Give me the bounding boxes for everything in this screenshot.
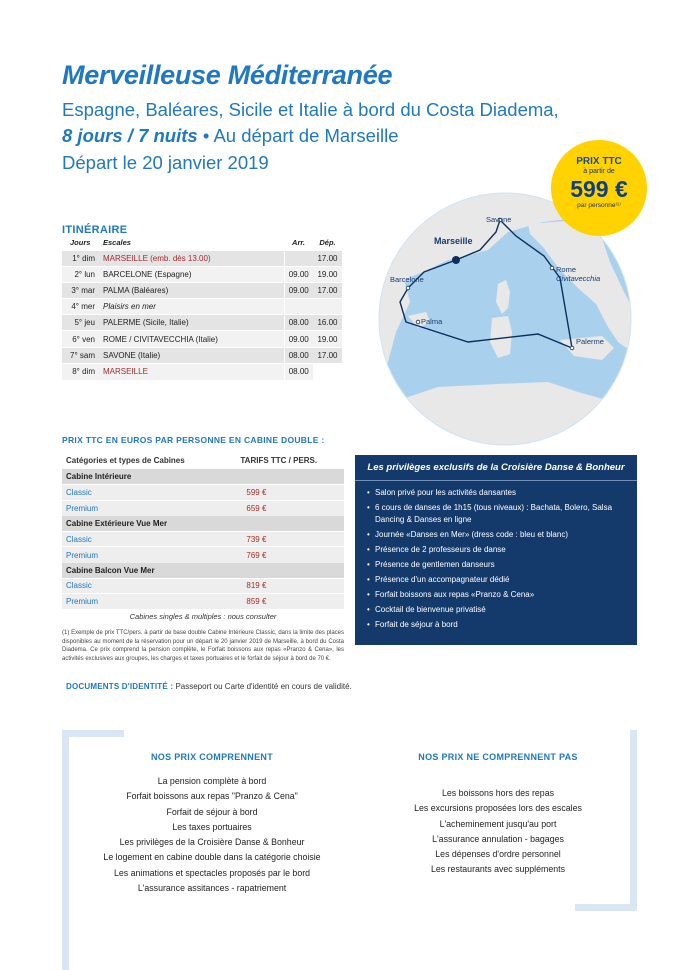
cabin-option-price: 599 € xyxy=(216,485,344,501)
price-table xyxy=(62,452,344,609)
label-palerme: Palerme xyxy=(576,337,604,346)
row-dep: 16.00 xyxy=(313,315,342,331)
stop-note: (Sicile, Italie) xyxy=(142,318,189,328)
stop-city: Plaisirs en mer xyxy=(103,302,156,312)
documents-text: Passeport ou Carte d'identité en cours de validité. xyxy=(175,682,352,691)
row-stop xyxy=(100,347,284,363)
label-savone: Savone xyxy=(486,215,512,224)
included-item: Forfait boissons aux repas "Pranzo & Cena" xyxy=(126,791,298,802)
included-item: L'assurance assitances - rapatriement xyxy=(137,883,287,894)
page-subtitle: Espagne, Baléares, Sicile et Italie à bord du Costa Diadema, xyxy=(62,99,559,120)
label-civitavecchia: Civitavecchia xyxy=(556,274,601,283)
badge-per-person: par personne⁽¹⁾ xyxy=(577,202,621,209)
itinerary-row xyxy=(62,315,342,331)
stop-city: SAVONE xyxy=(103,350,136,360)
excluded-item: Les excursions proposées lors des escales xyxy=(414,803,582,814)
cabin-option-label: Premium xyxy=(62,547,216,563)
row-dep: 19.00 xyxy=(313,331,342,347)
prices-heading: PRIX TTC EN EUROS PAR PERSONNE EN CABINE DOUBLE : xyxy=(62,435,325,445)
stop-note: (Italie) xyxy=(137,350,161,360)
col-stop: Escales xyxy=(103,238,131,248)
stop-city: PALMA xyxy=(103,285,130,295)
excluded-title: NOS PRIX NE COMPRENNENT PAS xyxy=(418,752,578,762)
included-item: Forfait de séjour à bord xyxy=(166,806,258,817)
cabin-option-label: Classic xyxy=(62,531,216,547)
privilege-item: • Présence d'un accompagnateur dédié xyxy=(367,574,629,586)
privilege-item: • Forfait boissons aux repas «Pranzo & Cena» xyxy=(367,589,629,601)
spacer xyxy=(378,774,618,786)
col-tarifs: TARIFS TTC / PERS. xyxy=(240,456,318,465)
itinerary-table xyxy=(62,236,342,380)
row-dep: 17.00 xyxy=(313,282,342,298)
privilege-item: • 6 cours de danses de 1h15 (tous niveaux) : Bachata, Bolero, Salsa Dancing & Danses en ligne xyxy=(367,502,629,526)
row-arr: 09.00 xyxy=(284,282,313,298)
row-stop xyxy=(100,250,284,266)
trip-duration-line xyxy=(62,125,399,147)
row-dep: 17.00 xyxy=(313,250,342,266)
included-item: Les privilèges de la Croisière Danse & Bonheur xyxy=(119,837,305,848)
barcelone-marker xyxy=(406,286,410,290)
itinerary-row xyxy=(62,347,342,363)
stop-city: BARCELONE xyxy=(103,269,153,279)
price-badge xyxy=(551,140,647,236)
row-day: 5° jeu xyxy=(62,315,100,331)
row-day: 2° lun xyxy=(62,266,100,282)
row-dep: 19.00 xyxy=(313,266,342,282)
row-day: 1° dim xyxy=(62,250,100,266)
row-day: 4° mer xyxy=(62,299,100,315)
itinerary-row xyxy=(62,282,342,298)
privilege-item: • Forfait de séjour à bord xyxy=(367,619,629,631)
row-stop xyxy=(100,299,284,315)
cabin-option-price: 819 € xyxy=(216,578,344,594)
excluded-item: Les restaurants avec suppléments xyxy=(431,864,565,875)
cabin-option-label: Premium xyxy=(62,594,216,610)
col-arr: Arr. xyxy=(292,238,305,248)
excluded-item: Les dépenses d'ordre personnel xyxy=(435,849,561,860)
label-barcelone: Barcelone xyxy=(390,275,424,284)
row-stop xyxy=(100,282,284,298)
price-footnote: (1) Exemple de prix TTC/pers. à partir de base double Cabine Intérieure Classic, dans la limite des places disponibles au moment de la réservation pour un départ le 20 janvier 2019 de Marseille, à bord du Costa Diadema. Ce prix comprend la pension complète, le Forfait boissons aux repas «Pranzo & Cena», les activités exclusives aux groupes, les charges et taxes portuaires et le forfait de séjour à bord de 70 €. xyxy=(62,630,344,662)
itinerary-row xyxy=(62,266,342,282)
cabin-category: Cabine Intérieure xyxy=(62,469,344,485)
row-stop xyxy=(100,331,284,347)
label-marseille: Marseille xyxy=(434,236,473,246)
row-arr: 09.00 xyxy=(284,331,313,347)
itinerary-row xyxy=(62,363,342,379)
badge-from: à partir de xyxy=(583,168,615,175)
excluded-column xyxy=(378,752,618,878)
badge-label: PRIX TTC xyxy=(576,156,622,167)
privileges-list xyxy=(367,487,629,634)
cabin-option-label: Classic xyxy=(62,485,216,501)
row-arr: 09.00 xyxy=(284,266,313,282)
privilege-item: • Salon privé pour les activités dansantes xyxy=(367,487,629,499)
singles-note: Cabines singles & multiples : nous consulter xyxy=(129,612,277,621)
badge-price: 599 € xyxy=(570,176,628,202)
excluded-item: L'assurance annulation - bagages xyxy=(432,833,564,844)
bracket-top-left xyxy=(62,730,124,737)
cabin-category: Cabine Balcon Vue Mer xyxy=(62,563,344,579)
col-categories: Catégories et types de Cabines xyxy=(66,456,185,465)
row-arr: 08.00 xyxy=(284,347,313,363)
row-stop xyxy=(100,363,284,379)
cabin-option-price: 659 € xyxy=(216,500,344,516)
documents-label: DOCUMENTS D'IDENTITÉ : xyxy=(66,682,174,691)
row-day: 8° dim xyxy=(62,363,100,379)
row-arr: 08.00 xyxy=(284,315,313,331)
bracket-left xyxy=(62,730,69,970)
row-day: 3° mar xyxy=(62,282,100,298)
label-rome: Rome xyxy=(556,265,577,274)
itinerary-row xyxy=(62,331,342,347)
stop-city: ROME / CIVITAVECCHIA xyxy=(103,334,194,344)
col-dep: Dép. xyxy=(319,238,336,248)
privilege-item: • Présence de gentlemen danseurs xyxy=(367,559,629,571)
page-title: Merveilleuse Méditerranée xyxy=(62,60,393,90)
privilege-item: • Présence de 2 professeurs de danse xyxy=(367,544,629,556)
row-dep: 17.00 xyxy=(313,347,342,363)
included-column xyxy=(92,752,332,896)
row-day: 6° ven xyxy=(62,331,100,347)
stop-city: MARSEILLE xyxy=(103,253,148,263)
row-arr xyxy=(284,250,313,266)
col-day: Jours xyxy=(70,238,91,248)
row-dep xyxy=(313,299,342,315)
marseille-marker xyxy=(452,256,460,264)
cabin-option-label: Premium xyxy=(62,500,216,516)
itinerary-title: ITINÉRAIRE xyxy=(62,224,128,236)
row-arr xyxy=(284,299,313,315)
cabin-option-price: 739 € xyxy=(216,531,344,547)
excluded-item: L'acheminement jusqu'au port xyxy=(439,818,557,829)
stop-note: (emb. dès 13.00) xyxy=(150,253,211,263)
departure-date: Départ le 20 janvier 2019 xyxy=(62,152,269,173)
itinerary-row xyxy=(62,299,342,315)
excluded-item: Les boissons hors des repas xyxy=(442,788,554,798)
stop-note: (Italie) xyxy=(195,334,218,344)
bracket-right xyxy=(630,730,637,911)
palma-marker xyxy=(416,320,420,324)
palerme-marker xyxy=(570,346,574,350)
row-stop xyxy=(100,266,284,282)
privilege-item: • Journée «Danses en Mer» (dress code : bleu et blanc) xyxy=(367,529,629,541)
row-arr: 08.00 xyxy=(284,363,313,379)
included-item: Le logement en cabine double dans la catégorie choisie xyxy=(103,852,321,863)
label-palma: Palma xyxy=(421,317,443,326)
privileges-box xyxy=(355,455,637,645)
included-item: Les taxes portuaires xyxy=(172,821,252,832)
included-item: Les animations et spectacles proposés par le bord xyxy=(113,867,311,878)
trip-duration: 8 jours / 7 nuits xyxy=(62,125,198,146)
cabin-option-price: 859 € xyxy=(216,594,344,610)
bracket-bottom-right xyxy=(575,904,637,911)
row-day: 7° sam xyxy=(62,347,100,363)
cabin-category: Cabine Extérieure Vue Mer xyxy=(62,516,344,532)
cabin-option-label: Classic xyxy=(62,578,216,594)
privilege-item: • Cocktail de bienvenue privatisé xyxy=(367,604,629,616)
departure-from: • Au départ de Marseille xyxy=(202,125,399,146)
documents-line xyxy=(66,682,352,691)
stop-city: MARSEILLE xyxy=(103,367,148,377)
itinerary-row xyxy=(62,250,342,266)
included-title: NOS PRIX COMPRENNENT xyxy=(150,752,273,762)
stop-city: PALERME xyxy=(103,318,141,328)
stop-note: (Baléares) xyxy=(131,285,169,295)
rome-marker xyxy=(550,266,554,270)
stop-note: (Espagne) xyxy=(154,269,192,279)
privileges-title: Les privilèges exclusifs de la Croisière Danse & Bonheur xyxy=(355,455,637,481)
row-stop xyxy=(100,315,284,331)
cabin-option-price: 769 € xyxy=(216,547,344,563)
row-dep xyxy=(313,363,342,379)
included-item: La pension complète à bord xyxy=(157,776,267,786)
